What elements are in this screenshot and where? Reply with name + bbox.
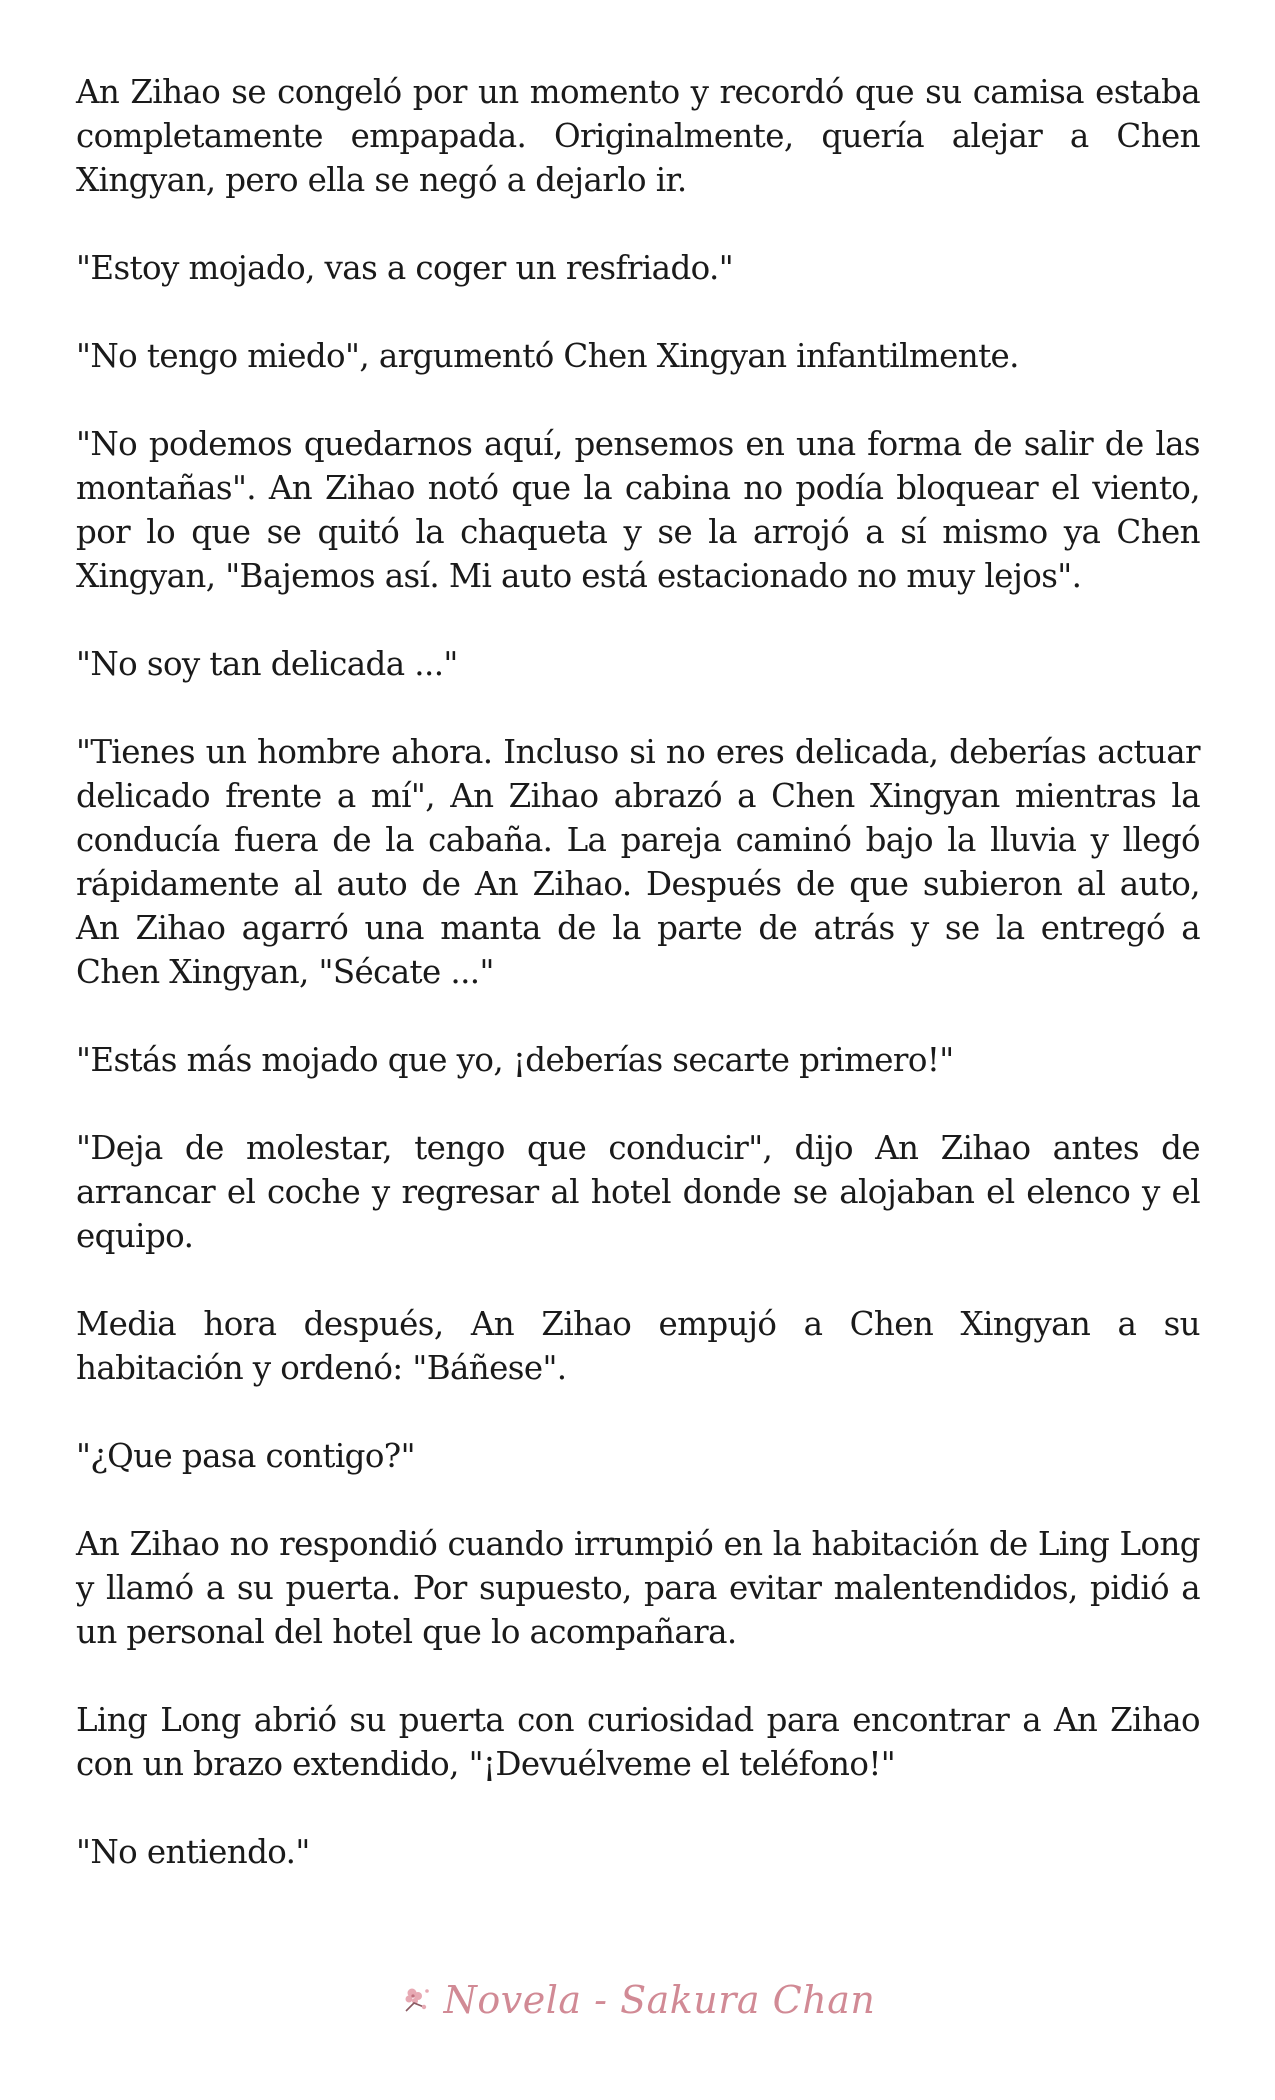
paragraph-12: Ling Long abrió su puerta con curiosidad para encontrar a An Zihao con un brazo extendido, "¡Devuélveme el teléfono!" <box>76 1701 1200 1783</box>
paragraph-13: "No entiendo." <box>76 1833 310 1871</box>
watermark-text: Novela - Sakura Chan <box>443 1978 876 2022</box>
paragraph-7: "Estás más mojado que yo, ¡deberías secarte primero!" <box>76 1041 954 1079</box>
paragraph-6: "Tienes un hombre ahora. Incluso si no eres delicada, deberías actuar delicado frente a mí", An Zihao abrazó a Chen Xingyan mientras la conducía fuera de la cabaña. La pareja caminó bajo la lluvia y llegó rápidamente al auto de An Zihao. Después de que subieron al auto, An Zihao agarró una manta de la parte de atrás y se la entregó a Chen Xingyan, "Sécate ..." <box>76 733 1200 991</box>
watermark-footer <box>0 1978 1275 2022</box>
paragraph-10: "¿Que pasa contigo?" <box>76 1437 415 1475</box>
paragraph-8: "Deja de molestar, tengo que conducir", dijo An Zihao antes de arrancar el coche y regresar al hotel donde se alojaban el elenco y el equipo. <box>76 1129 1200 1255</box>
paragraph-1: An Zihao se congeló por un momento y recordó que su camisa estaba completamente empapada. Originalmente, quería alejar a Chen Xingyan, pero ella se negó a dejarlo ir. <box>76 73 1200 199</box>
sakura-blossom-icon <box>400 1983 434 2017</box>
paragraph-4: "No podemos quedarnos aquí, pensemos en una forma de salir de las montañas". An Zihao notó que la cabina no podía bloquear el viento, por lo que se quitó la chaqueta y se la arrojó a sí mismo ya Chen Xingyan, "Bajemos así. Mi auto está estacionado no muy lejos". <box>76 425 1200 595</box>
paragraph-9: Media hora después, An Zihao empujó a Chen Xingyan a su habitación y ordenó: "Báñese". <box>76 1305 1200 1387</box>
paragraph-11: An Zihao no respondió cuando irrumpió en la habitación de Ling Long y llamó a su puerta. Por supuesto, para evitar malentendidos, pidió a un personal del hotel que lo acompañara. <box>76 1525 1200 1651</box>
document-body <box>76 70 1200 1918</box>
paragraph-2: "Estoy mojado, vas a coger un resfriado." <box>76 249 734 287</box>
paragraph-3: "No tengo miedo", argumentó Chen Xingyan infantilmente. <box>76 337 1019 375</box>
paragraph-5: "No soy tan delicada ..." <box>76 645 458 683</box>
